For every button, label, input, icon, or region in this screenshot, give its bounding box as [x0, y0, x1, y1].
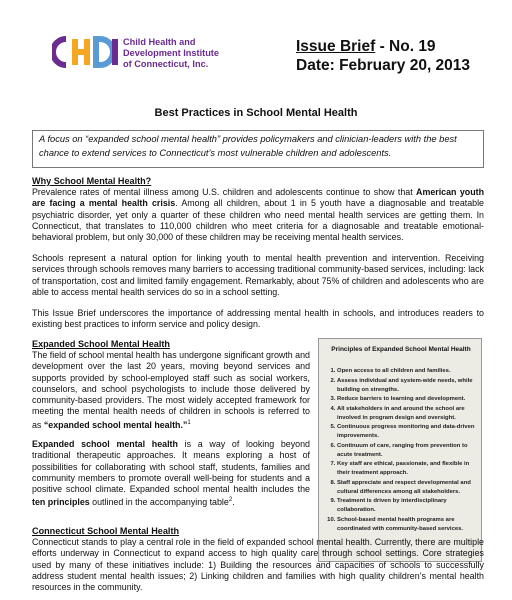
org-name-line-1: Child Health and	[123, 37, 196, 47]
section-expanded	[32, 339, 310, 431]
principle-item: 5. Continuous progress monitoring and data-driven improvements.	[337, 423, 475, 441]
principle-item: 1. Open access to all children and families.	[337, 367, 475, 376]
org-name-line-2: Development Institute	[123, 48, 219, 58]
principle-item: 4. All stakeholders in and around the school are involved in program design and oversight.	[337, 405, 475, 423]
issue-number: - No. 19	[375, 38, 436, 55]
section-heading-connecticut: Connecticut School Mental Health	[32, 526, 180, 536]
principle-item: 2. Assess individual and system-wide needs, while building on strengths.	[337, 377, 475, 395]
section-heading-why: Why School Mental Health?	[32, 176, 152, 186]
section-heading-expanded: Expanded School Mental Health	[32, 339, 170, 349]
principles-title: Principles of Expanded School Mental Health	[331, 346, 471, 353]
issue-label: Issue Brief	[296, 38, 376, 55]
paragraph: Connecticut stands to play a central role in the field of expanded school mental health. Currently, there are multiple efforts underway in Connecticut to expand access to high quality care through school settings. Core strategies used by many of these initiatives include: 1) Building the resources and capacities of schools to successfully address student mental health issues; 2) Linking children and families with high quality children’s mental health resources in the community.	[32, 537, 484, 593]
principle-item: 8. Staff appreciate and respect developmental and cultural differences among all stakeholders.	[337, 479, 475, 497]
paragraph: The field of school mental health has undergone significant growth and development over the last 20 years, moving beyond services and supports provided by school-employed staff such as social workers, counselors, and school psychologists to include those delivered by community-based providers. The most widely accepted framework for meeting the mental health needs of children in schools is referred to as “expanded school mental health.”$^1$	[32, 350, 310, 430]
paragraph: Expanded school mental health is a way of looking beyond traditional therapeutic approaches. It means exploring a host of possibilities for collaborating with school staff, students, families and community members to promote overall well-being for students and a positive school climate. Expanded school mental health includes the ten principles outlined in the accompanying table$^2$.	[32, 439, 310, 508]
org-name-line-3: of Connecticut, Inc.	[123, 59, 209, 69]
intro-callout: A focus on “expanded school mental health” provides policymakers and clinician-leaders with the best chance to extend services to Connecticut’s most vulnerable children and adolescents.	[32, 130, 484, 168]
issue-date: Date: February 20, 2013	[296, 57, 471, 74]
principle-item: 6. Continuum of care, ranging from prevention to acute treatment.	[337, 442, 475, 460]
principle-item: 7. Key staff are ethical, passionate, and flexible in their treatment approach.	[337, 460, 475, 478]
issue-line	[296, 37, 470, 56]
issue-info	[296, 37, 470, 75]
chdi-logo	[52, 31, 242, 81]
paragraph: Schools represent a natural option for linking youth to mental health prevention and intervention. Receiving services through schools removes many barriers to accessing traditional community-based services, including: lack of transportation, cost and limited family engagement. Remarkably, about 75% of children and adolescents who are able to access mental health services do so in a school setting.	[32, 253, 484, 297]
section-why	[32, 176, 484, 243]
chdi-logo-mark	[52, 33, 120, 71]
paragraph: Prevalence rates of mental illness among U.S. children and adolescents continue to show that American youth are facing a mental health crisis. Among all children, about 1 in 5 youth have a diagnosable and treatable psychiatric disorder, yet only a quarter of these children who need mental health services are getting them. In Connecticut, that translates to 110,000 children who meet criteria for a diagnosable and treatable emotional-behavioral problem, but only 30,000 of these children may be receiving mental health services.	[32, 187, 484, 243]
page-title: Best Practices in School Mental Health	[154, 107, 358, 119]
principles-list	[327, 367, 475, 534]
org-name	[123, 37, 219, 70]
principle-item: 9. Treatment is driven by interdisciplinary collaboration.	[337, 497, 475, 515]
principle-item: 10. School-based mental health programs are coordinated with community-based services.	[337, 516, 475, 534]
paragraph: This Issue Brief underscores the importance of addressing mental health in schools, and introduces readers to existing best practices to inform service and policy design.	[32, 308, 484, 330]
principle-item: 3. Reduce barriers to learning and development.	[337, 395, 475, 404]
section-connecticut	[32, 526, 484, 593]
